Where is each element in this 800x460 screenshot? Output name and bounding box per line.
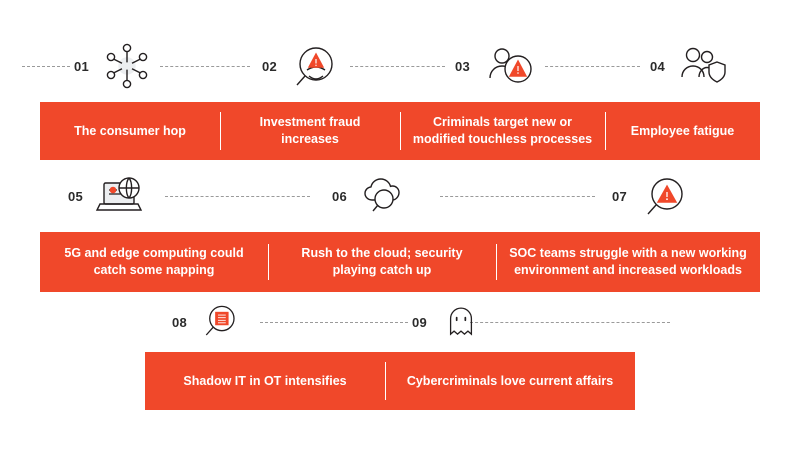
item-05-icon-group [68, 160, 151, 232]
row-3-icon-strip [0, 292, 800, 352]
connector-line [260, 322, 408, 323]
bar-divider [400, 112, 401, 150]
item-04-icon-group [650, 30, 733, 102]
item-number: 06 [332, 188, 348, 204]
item-number: 01 [74, 58, 90, 74]
fraud-magnifier-icon [285, 36, 345, 96]
item-01-icon-group [74, 30, 157, 102]
item-02-icon-group [262, 30, 345, 102]
label-text: Criminals target new or modified touchless processes [412, 115, 593, 146]
item-number: 02 [262, 58, 278, 74]
connector-line [350, 66, 445, 67]
label-bar-07 [496, 232, 760, 292]
item-number: 08 [172, 314, 188, 330]
label-bar-03 [400, 102, 605, 160]
bar-divider [268, 244, 269, 280]
bar-divider [220, 112, 221, 150]
label-text: Rush to the cloud; security playing catch up [301, 246, 463, 277]
item-number: 05 [68, 188, 84, 204]
row-2-icon-strip [0, 160, 800, 232]
item-09-icon-group [412, 292, 487, 352]
connector-line [160, 66, 250, 67]
connector-line [470, 322, 670, 323]
connector-line [22, 66, 70, 67]
employees-shield-icon [673, 36, 733, 96]
building-magnifier-icon [195, 296, 247, 348]
laptop-globe-icon [91, 166, 151, 226]
label-bar-01 [40, 102, 220, 160]
label-text: Cybercriminals love current affairs [406, 373, 614, 388]
item-07-icon-group [612, 160, 695, 232]
connector-line [545, 66, 640, 67]
connector-line [165, 196, 310, 197]
label-text: Employee fatigue [630, 123, 735, 138]
item-number: 09 [412, 314, 428, 330]
row-3-label-strip [0, 352, 800, 410]
label-bar-09 [385, 352, 635, 410]
label-bar-04 [605, 102, 760, 160]
item-08-icon-group [172, 292, 247, 352]
infographic-row-1 [0, 30, 800, 160]
bar-divider [496, 244, 497, 280]
cloud-magnifier-icon [355, 166, 415, 226]
label-bar-05 [40, 232, 268, 292]
infographic-row-2 [0, 160, 800, 304]
label-text: The consumer hop [74, 123, 186, 138]
label-text: SOC teams struggle with a new working environment and increased workloads [509, 246, 747, 277]
label-bar-02 [220, 102, 400, 160]
connector-line [440, 196, 595, 197]
contactless-person-icon [478, 36, 538, 96]
label-text: Investment fraud increases [259, 115, 361, 146]
row-1-icon-strip [0, 30, 800, 102]
item-06-icon-group [332, 160, 415, 232]
bar-divider [605, 112, 606, 150]
label-bar-06 [268, 232, 496, 292]
label-bar-08 [145, 352, 385, 410]
network-nodes-icon [97, 36, 157, 96]
item-03-icon-group [455, 30, 538, 102]
ghost-icon [435, 296, 487, 348]
label-text: 5G and edge computing could catch some napping [64, 246, 244, 277]
label-text: Shadow IT in OT intensifies [183, 373, 347, 388]
alert-magnifier-icon [635, 166, 695, 226]
item-number: 04 [650, 58, 666, 74]
row-1-label-strip [0, 102, 800, 160]
item-number: 07 [612, 188, 628, 204]
item-number: 03 [455, 58, 471, 74]
infographic-row-3 [0, 292, 800, 410]
bar-divider [385, 362, 386, 400]
